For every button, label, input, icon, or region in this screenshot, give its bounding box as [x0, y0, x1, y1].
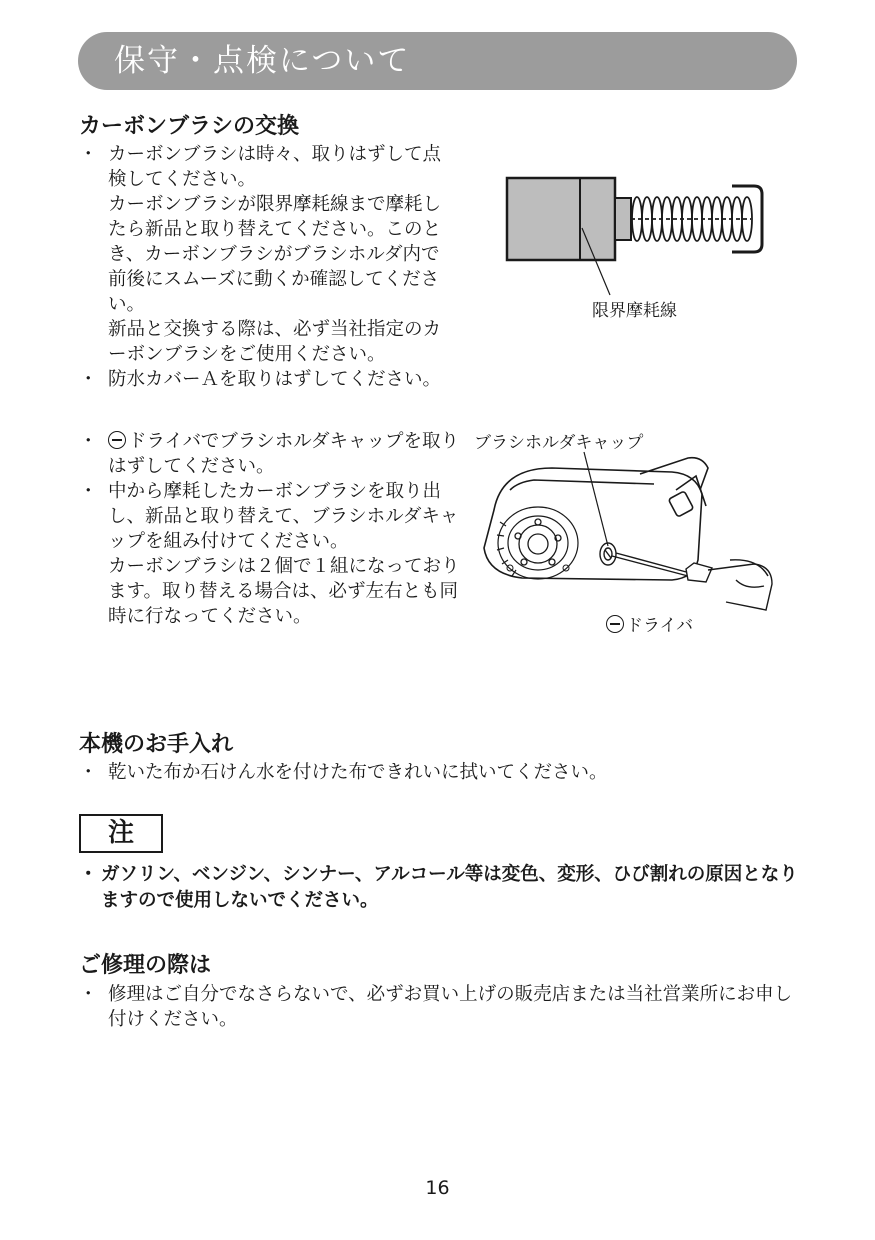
- minus-screwdriver-icon: [606, 615, 624, 633]
- list-item: [79, 982, 799, 1032]
- brush-stem: [615, 198, 631, 240]
- caution-text: ・ ガソリン、ベンジン、シンナー、アルコール等は変色、変形、ひび割れの原因となりますので使用しないでください。: [79, 864, 798, 911]
- brush-holder-cap-label: ブラシホルダキャップ: [474, 433, 644, 453]
- item-text: 乾いた布か石けん水を付けた布できれいに拭いてください。: [108, 762, 608, 783]
- item-text: 新品と交換する際は、必ず当社指定のカーボンブラシをご使用ください。: [108, 319, 442, 365]
- carbon-brush-list-2: [79, 429, 463, 629]
- section-header-bar: [78, 32, 797, 90]
- bullet: ・: [79, 369, 98, 390]
- list-item: [79, 429, 463, 479]
- section-title: 保守・点検について: [114, 43, 411, 79]
- bullet: ・: [79, 984, 98, 1005]
- bullet: ・: [79, 762, 98, 783]
- bullet: ・: [79, 864, 98, 885]
- list-item: [79, 142, 457, 367]
- care-list: [79, 760, 799, 785]
- brush-body: [507, 178, 615, 260]
- carbon-brush-list-1: [79, 142, 457, 392]
- minus-screwdriver-icon: [108, 431, 126, 449]
- repair-list: [79, 982, 799, 1032]
- wear-line-label: 限界摩耗線: [592, 301, 677, 321]
- bullet: ・: [79, 431, 98, 452]
- item-text: 中から摩耗したカーボンブラシを取り出し、新品と取り替えて、ブラシホルダキャップを組み付けてください。: [108, 481, 459, 552]
- item-text: ドライバでブラシホルダキャップを取りはずしてください。: [108, 431, 459, 477]
- screwdriver-label: ドライバ: [606, 611, 693, 636]
- item-text: カーボンブラシは時々、取りはずして点検してください。: [108, 144, 442, 190]
- spring: [631, 197, 752, 241]
- repair-heading: ご修理の際は: [79, 953, 212, 978]
- item-text: 修理はご自分でなさらないで、必ずお買い上げの販売店または当社営業所にお申し付けください。: [108, 984, 793, 1030]
- list-item: [79, 367, 457, 392]
- list-item: [79, 760, 799, 785]
- page-number: 16: [425, 1177, 450, 1199]
- carbon-brush-heading: カーボンブラシの交換: [79, 114, 300, 139]
- list-item: [79, 479, 463, 629]
- bullet: ・: [79, 481, 98, 502]
- item-text: カーボンブラシは２個で１組になっております。取り替える場合は、必ず左右とも同時に行なってください。: [108, 556, 460, 627]
- item-text: 防水カバーＡを取りはずしてください。: [108, 369, 442, 390]
- caution-box: 注: [79, 814, 163, 853]
- care-heading: 本機のお手入れ: [79, 732, 234, 757]
- bullet: ・: [79, 144, 98, 165]
- item-text: カーボンブラシが限界摩耗線まで摩耗したら新品と取り替えてください。このとき、カーボンブラシがブラシホルダ内で前後にスムーズに動くか確認してください。: [108, 194, 442, 315]
